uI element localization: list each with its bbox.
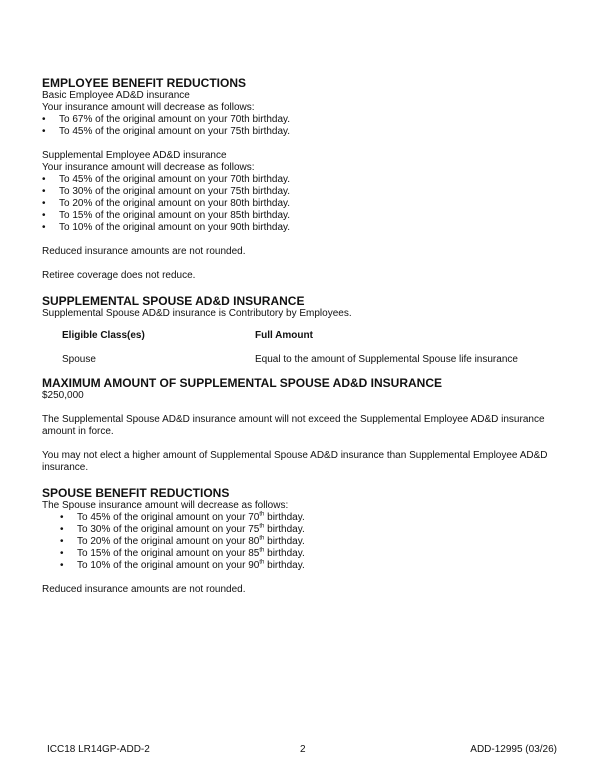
not-rounded-note: Reduced insurance amounts are not rounded. xyxy=(42,584,246,595)
employee-benefit-reductions-section xyxy=(42,76,562,282)
supplemental-add-title: Supplemental Employee AD&D insurance xyxy=(42,150,227,161)
list-item: • To 30% of the original amount on your 75th birthday. xyxy=(42,524,562,536)
spouse-benefit-reductions-section xyxy=(42,486,562,596)
section-heading: EMPLOYEE BENEFIT REDUCTIONS xyxy=(42,76,247,90)
list-item: • To 15% of the original amount on your 85th birthday. xyxy=(42,548,562,560)
retiree-note: Retiree coverage does not reduce. xyxy=(42,270,196,281)
table-cell-amount: Equal to the amount of Supplemental Spouse life insurance xyxy=(255,354,518,365)
list-item: • To 10% of the original amount on your 90th birthday. xyxy=(42,222,562,234)
footer-document-id: ADD-12995 (03/26) xyxy=(470,744,557,755)
list-item: • To 30% of the original amount on your 75th birthday. xyxy=(42,186,562,198)
section-intro: Supplemental Spouse AD&D insurance is Contributory by Employees. xyxy=(42,308,352,319)
supplemental-spouse-section xyxy=(42,294,562,366)
table-cell-class: Spouse xyxy=(62,354,96,365)
list-item: • To 20% of the original amount on your 80th birthday. xyxy=(42,536,562,548)
basic-reduction-list xyxy=(42,114,562,138)
list-item: • To 45% of the original amount on your 70th birthday. xyxy=(42,174,562,186)
maximum-amount-section xyxy=(42,376,562,474)
supplemental-reduction-list xyxy=(42,174,562,234)
section-heading: SUPPLEMENTAL SPOUSE AD&D INSURANCE xyxy=(42,294,305,308)
column-header-amount: Full Amount xyxy=(255,330,313,341)
list-item: • To 10% of the original amount on your 90th birthday. xyxy=(42,560,562,572)
basic-add-intro: Your insurance amount will decrease as follows: xyxy=(42,102,255,113)
section-heading: MAXIMUM AMOUNT OF SUPPLEMENTAL SPOUSE AD&D INSURANCE xyxy=(42,376,443,390)
footer-form-number: ICC18 LR14GP-ADD-2 xyxy=(47,744,150,755)
column-header-class: Eligible Class(es) xyxy=(62,330,145,341)
maximum-amount-value: $250,000 xyxy=(42,390,84,401)
list-item: • To 15% of the original amount on your 85th birthday. xyxy=(42,210,562,222)
list-item: • To 67% of the original amount on your 70th birthday. xyxy=(42,114,562,126)
spouse-reduction-list xyxy=(42,512,562,572)
maximum-paragraph-2: You may not elect a higher amount of Supplemental Spouse AD&D insurance than Supplemental Employee AD&D insurance. xyxy=(42,450,548,473)
list-item: • To 45% of the original amount on your 75th birthday. xyxy=(42,126,562,138)
list-item: • To 45% of the original amount on your 70th birthday. xyxy=(42,512,562,524)
document-body xyxy=(42,76,562,596)
maximum-paragraph-1: The Supplemental Spouse AD&D insurance amount will not exceed the Supplemental Employee AD&D insurance amount in force. xyxy=(42,414,545,437)
list-item: • To 20% of the original amount on your 80th birthday. xyxy=(42,198,562,210)
page-number: 2 xyxy=(300,744,306,755)
basic-add-title: Basic Employee AD&D insurance xyxy=(42,90,190,101)
section-heading: SPOUSE BENEFIT REDUCTIONS xyxy=(42,486,230,500)
eligible-class-table xyxy=(62,330,562,366)
not-rounded-note: Reduced insurance amounts are not rounded. xyxy=(42,246,246,257)
supplemental-add-intro: Your insurance amount will decrease as follows: xyxy=(42,162,255,173)
spouse-reduction-intro: The Spouse insurance amount will decrease as follows: xyxy=(42,500,289,511)
